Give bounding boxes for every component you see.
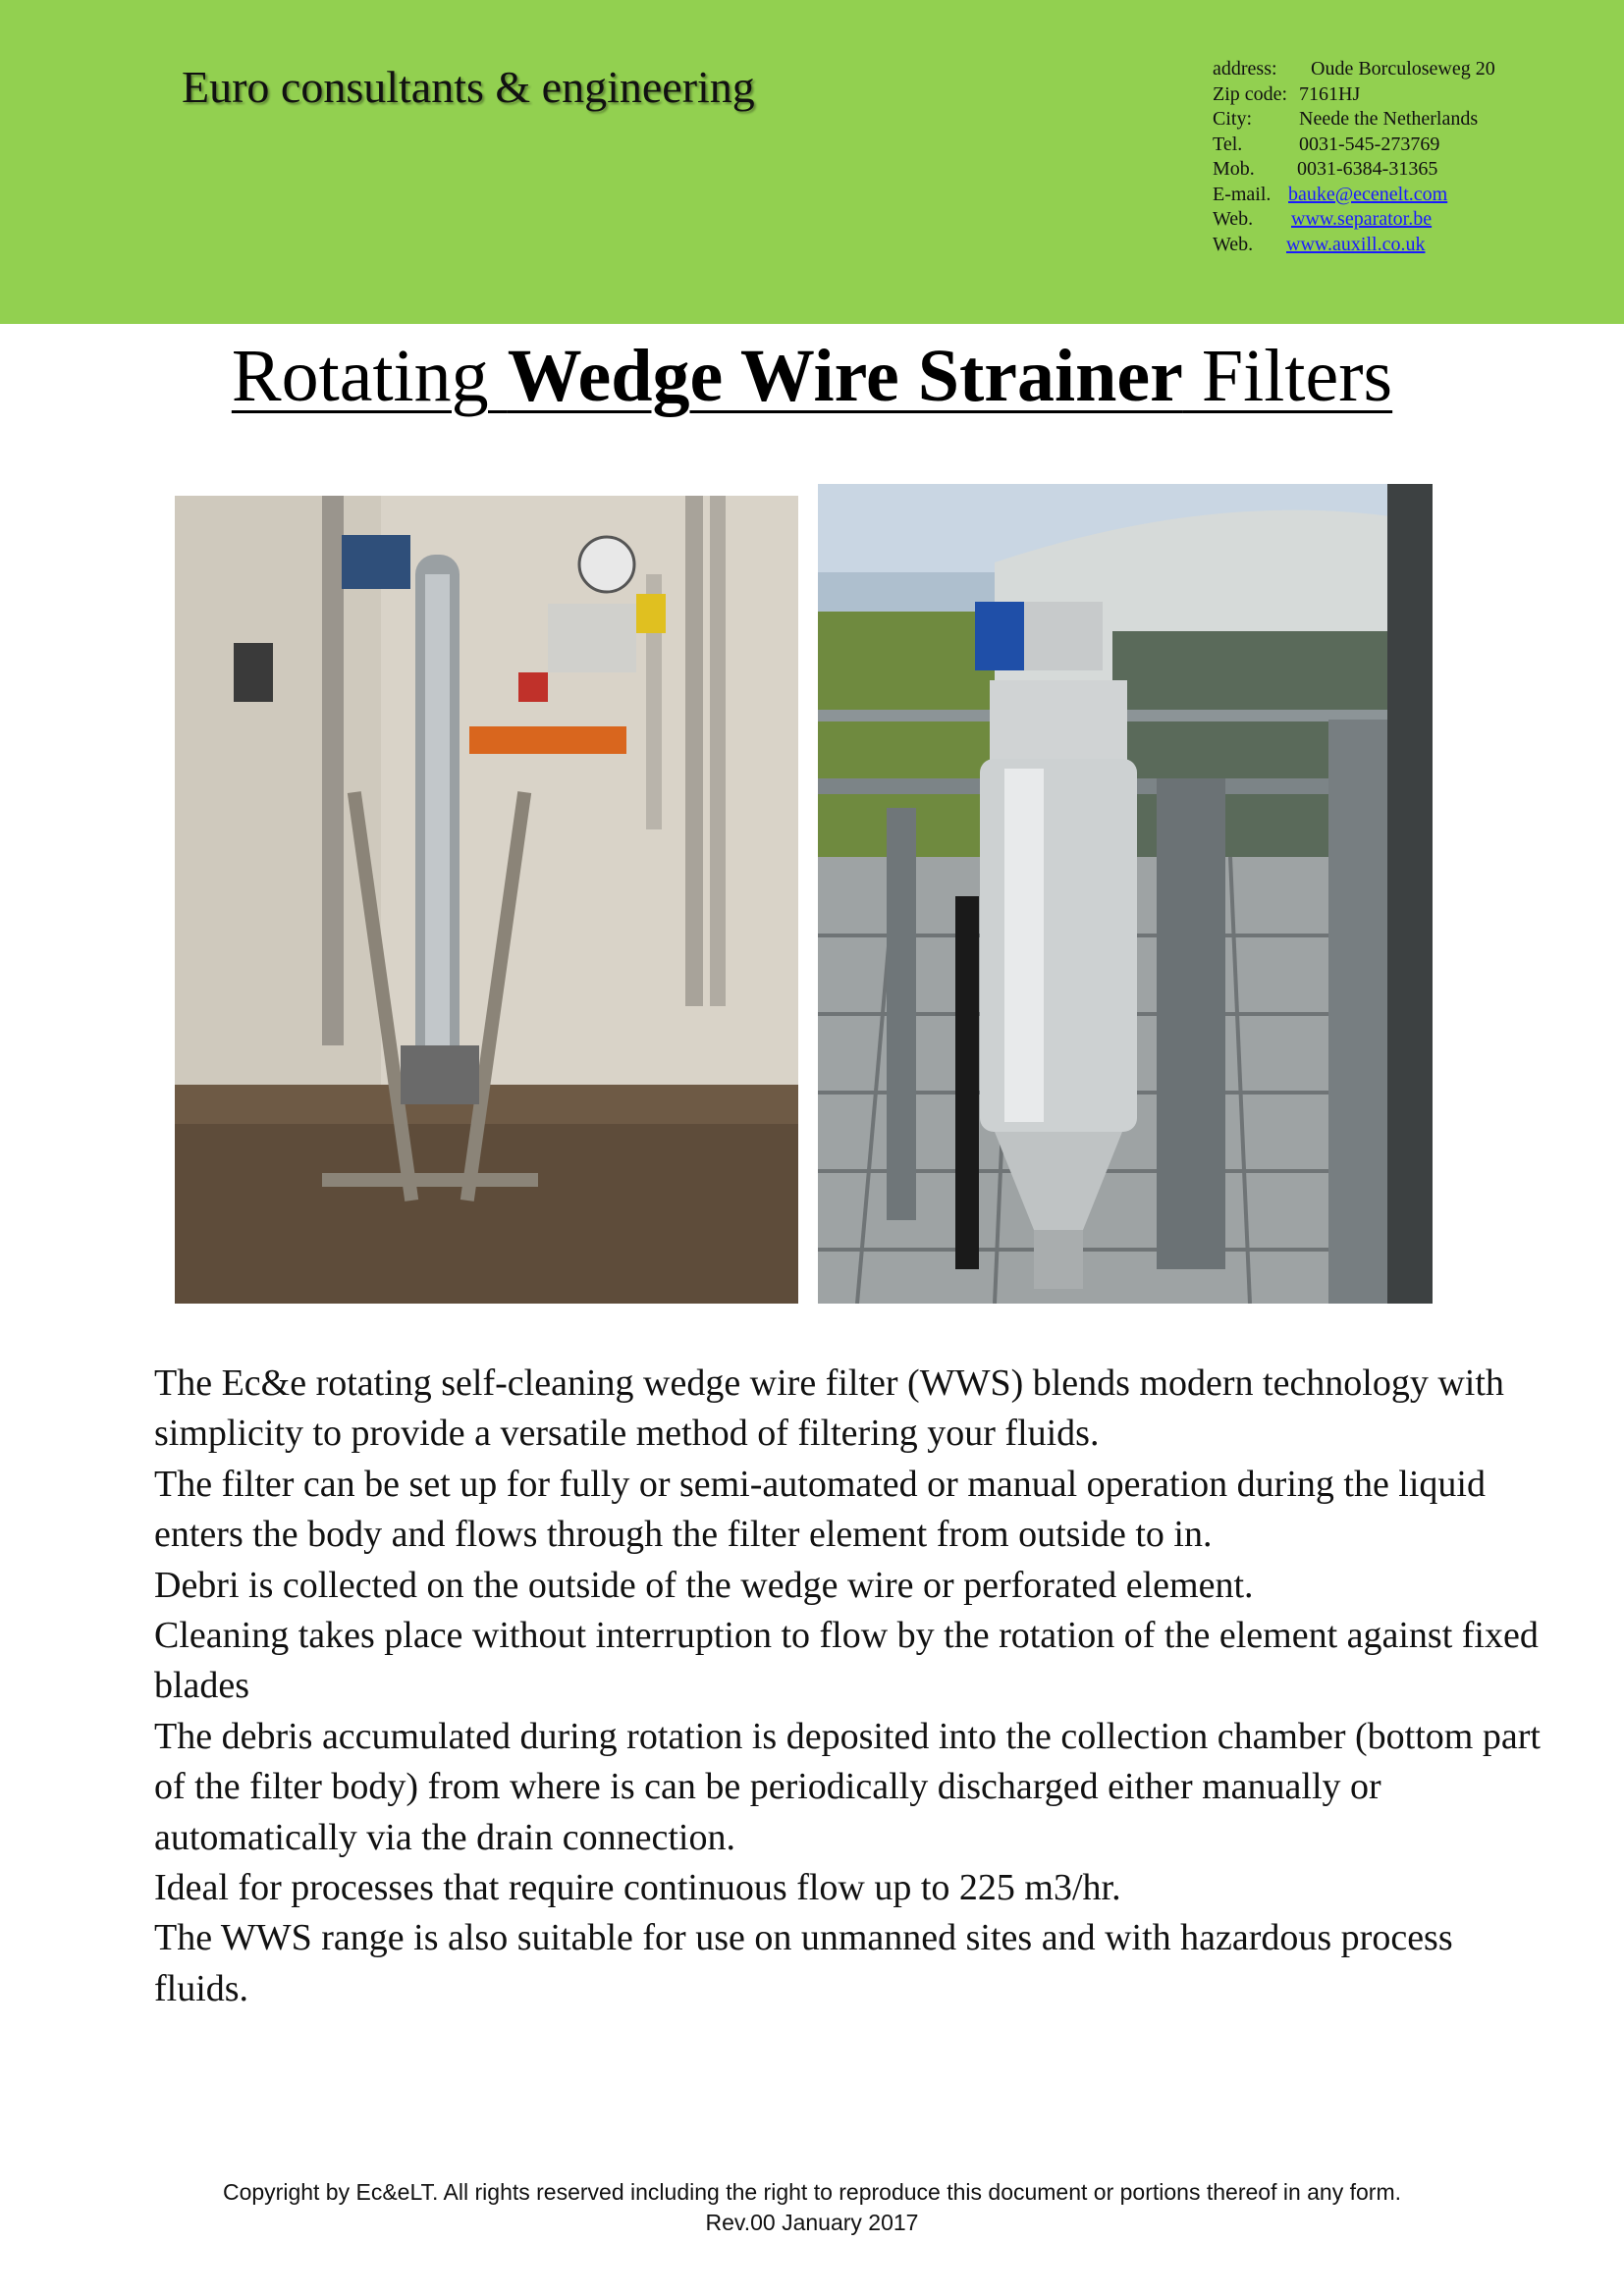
contact-value: 0031-6384-31365 (1297, 158, 1438, 180)
contact-label: address: (1213, 58, 1277, 80)
contact-email (1213, 183, 1495, 208)
contact-label: Web. (1213, 233, 1254, 255)
description-text (154, 1359, 1548, 2014)
contact-label: Mob. (1213, 158, 1255, 180)
header-banner (0, 0, 1624, 324)
title-part-wedge-wire-strainer: Wedge Wire Strainer (507, 335, 1183, 417)
contact-web-1 (1213, 207, 1495, 233)
contact-label: E-mail. (1213, 183, 1272, 205)
paragraph-flow: Ideal for processes that require continuous flow up to 225 m3/hr. (154, 1867, 1121, 1909)
email-link[interactable]: bauke@ecenelt.com (1288, 183, 1448, 205)
contact-value: 0031-545-273769 (1299, 133, 1440, 155)
contact-label: Tel. (1213, 133, 1243, 155)
paragraph-intro: The Ec&e rotating self-cleaning wedge wire filter (WWS) blends modern technology with simplicity to provide a versatile method of filtering your fluids. (154, 1362, 1504, 1455)
revision-label: Rev.00 January 2017 (705, 2210, 919, 2235)
contact-tel (1213, 133, 1495, 158)
paragraph-suitability: The WWS range is also suitable for use on unmanned sites and with hazardous process fluids. (154, 1917, 1453, 2009)
contact-address (1213, 57, 1495, 82)
paragraph-operation: The filter can be set up for fully or semi-automated or manual operation during the liquid enters the body and flows through the filter element from outside to in. (154, 1463, 1486, 1556)
contact-label: Web. (1213, 208, 1254, 230)
contact-value: Neede the Netherlands (1299, 108, 1479, 130)
page-title (0, 334, 1624, 419)
contact-web-2 (1213, 233, 1495, 258)
indoor-filter-photo (175, 496, 798, 1304)
company-name: Euro consultants & engineering (182, 62, 755, 112)
contact-zip (1213, 82, 1495, 108)
web-link-separator[interactable]: www.separator.be (1291, 208, 1433, 230)
contact-label: Zip code: (1213, 82, 1288, 105)
footer (0, 2177, 1624, 2238)
paragraph-collection: The debris accumulated during rotation is deposited into the collection chamber (bottom part of the filter body) from where is can be periodically discharged either manually or automatically via the drain connection. (154, 1715, 1541, 1858)
paragraph-debri: Debri is collected on the outside of the wedge wire or perforated element. (154, 1564, 1254, 1606)
outdoor-filter-photo (818, 484, 1433, 1304)
copyright-notice: Copyright by Ec&eLT. All rights reserved including the right to reproduce this document or portions thereof in any form. (222, 2179, 1402, 2205)
contact-value: Oude Borculoseweg 20 (1311, 58, 1495, 80)
contact-label: City: (1213, 108, 1253, 130)
contact-value: 7161HJ (1299, 82, 1361, 105)
contact-block (1213, 57, 1495, 257)
web-link-auxill[interactable]: www.auxill.co.uk (1286, 233, 1426, 255)
title-part-filters: Filters (1182, 335, 1393, 417)
title-part-rotating: Rotating (231, 335, 508, 417)
paragraph-cleaning: Cleaning takes place without interruption to flow by the rotation of the element against fixed blades (154, 1615, 1539, 1707)
title-text (232, 335, 1392, 417)
contact-city (1213, 107, 1495, 133)
contact-mob (1213, 157, 1495, 183)
